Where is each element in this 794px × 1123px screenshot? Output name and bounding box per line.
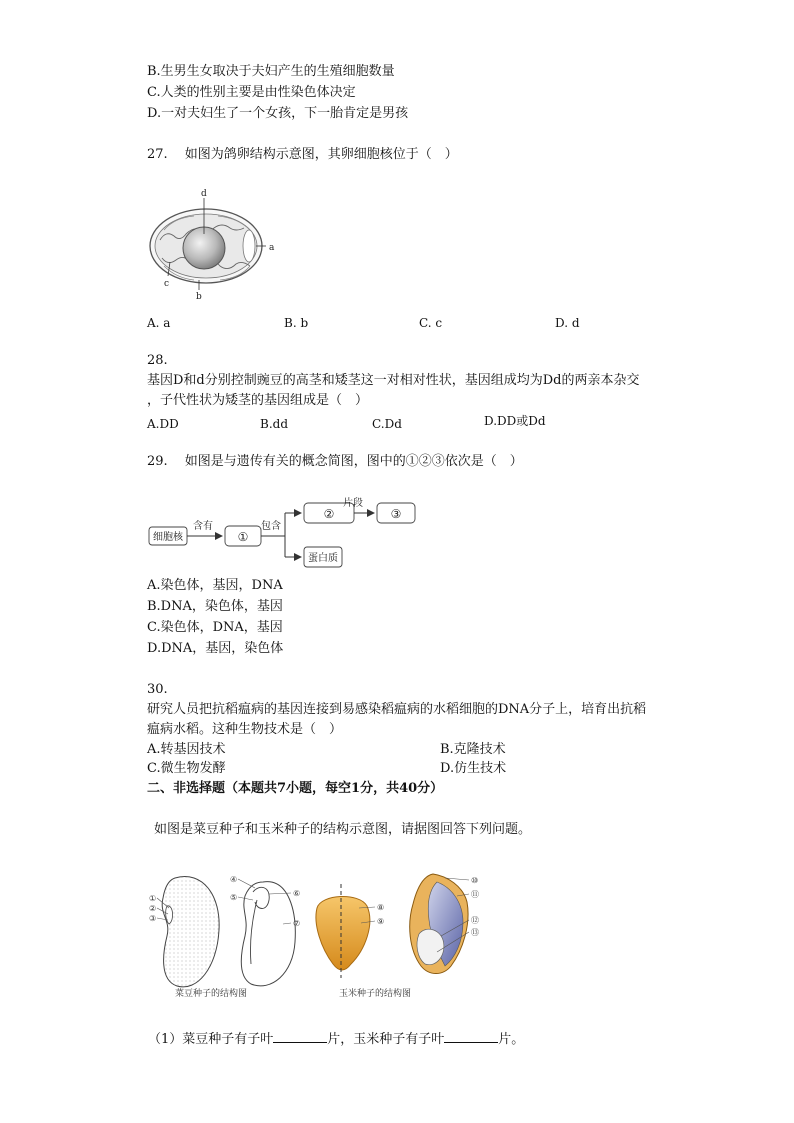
q26-option-d: D.一对夫妇生了一个女孩，下一胎肯定是男孩 [147, 106, 409, 121]
section-heading: 二、非选择题（本题共7小题，每空1分，共40分） [147, 781, 444, 796]
q27-option-b: B. b [284, 316, 309, 330]
q27-stem: 27. 如图为鸽卵结构示意图，其卵细胞核位于（ ） [147, 147, 458, 162]
q29-option-b: B.DNA，染色体，基因 [147, 599, 283, 614]
label-d: d [201, 189, 207, 199]
q28-option-c: C.Dd [372, 417, 402, 431]
q28-stem-line2: ，子代性状为矮茎的基因组成是（ ） [147, 393, 369, 408]
q26-option-c: C.人类的性别主要是由性染色体决定 [147, 85, 356, 100]
q28-option-d: D.DD或Dd [484, 414, 546, 428]
bean-caption: 菜豆种子的结构图 [175, 989, 248, 999]
subquestion-1 [148, 1030, 524, 1049]
q27-option-a: A. a [147, 316, 171, 330]
label-7: ⑦ [293, 919, 301, 928]
subquestion-1-part-a: （1）菜豆种子有子叶 [148, 1032, 274, 1047]
contains-label-2: 包含 [261, 521, 281, 532]
q30-option-b: B.克隆技术 [440, 742, 506, 757]
bean-internal-outline [241, 882, 295, 986]
box-2-label: ② [323, 507, 335, 521]
q30-number: 30. [147, 682, 168, 697]
answer-blank-corn-cotyledon[interactable] [444, 1030, 498, 1043]
genetics-concept-diagram [147, 495, 419, 571]
label-8: ⑧ [377, 903, 385, 912]
fragment-label: 片段 [343, 498, 363, 509]
q28-option-a: A.DD [147, 417, 179, 431]
q30-stem-line2: 瘟病水稻。这种生物技术是（ ） [147, 722, 343, 737]
label-12: ⑫ [471, 916, 479, 925]
egg-air-cell [243, 230, 255, 262]
label-9: ⑨ [377, 917, 385, 926]
label-b: b [196, 292, 202, 302]
bean-hilum [166, 906, 173, 924]
box-1-label: ① [237, 530, 249, 544]
q30-option-c: C.微生物发酵 [147, 761, 226, 776]
label-13: ⑬ [471, 928, 479, 937]
corn-embryo [417, 929, 444, 964]
pigeon-egg-diagram [148, 188, 288, 306]
q29-option-d: D.DNA，基因，染色体 [147, 641, 284, 656]
box-3-label: ③ [390, 507, 402, 521]
corn-caption: 玉米种子的结构图 [339, 989, 412, 999]
label-4: ④ [230, 875, 238, 884]
q28-option-b: B.dd [260, 417, 288, 431]
answer-blank-bean-cotyledon[interactable] [273, 1030, 327, 1043]
label-2: ② [149, 904, 157, 913]
corn-seed-outline [316, 896, 370, 970]
q29-option-a: A.染色体，基因，DNA [147, 578, 283, 593]
subquestion-1-part-b: 片，玉米种子有子叶 [327, 1032, 445, 1047]
label-c: c [164, 279, 170, 289]
q27-option-c: C. c [419, 316, 443, 330]
contains-label-1: 含有 [193, 521, 213, 532]
q30-stem-line1: 研究人员把抗稻瘟病的基因连接到易感染稻瘟病的水稻细胞的DNA分子上，培育出抗稻 [147, 702, 647, 717]
seed-structure-diagram [145, 868, 490, 1000]
label-1: ① [149, 894, 157, 903]
section-intro: 如图是菜豆种子和玉米种子的结构示意图，请据图回答下列问题。 [154, 822, 532, 837]
label-a: a [269, 243, 275, 253]
bean-seed-outline [162, 877, 219, 987]
label-10: ⑩ [471, 876, 479, 885]
q28-stem-line1: 基因D和d分别控制豌豆的高茎和矮茎这一对相对性状，基因组成均为Dd的两亲本杂交 [147, 373, 640, 388]
q26-option-b: B.生男生女取决于夫妇产生的生殖细胞数量 [147, 64, 395, 79]
label-11: ⑪ [471, 890, 479, 899]
q27-option-d: D. d [555, 316, 580, 330]
protein-label: 蛋白质 [308, 553, 338, 564]
subquestion-1-part-c: 片。 [498, 1032, 525, 1047]
label-3: ③ [149, 914, 157, 923]
label-6: ⑥ [293, 889, 301, 898]
nucleus-label: 细胞核 [153, 532, 183, 543]
q29-option-c: C.染色体，DNA，基因 [147, 620, 283, 635]
q28-number: 28. [147, 353, 168, 368]
label-5: ⑤ [230, 893, 238, 902]
q29-stem: 29. 如图是与遗传有关的概念简图，图中的①②③依次是（ ） [147, 454, 523, 469]
q30-option-a: A.转基因技术 [147, 742, 226, 757]
q30-option-d: D.仿生技术 [440, 761, 507, 776]
